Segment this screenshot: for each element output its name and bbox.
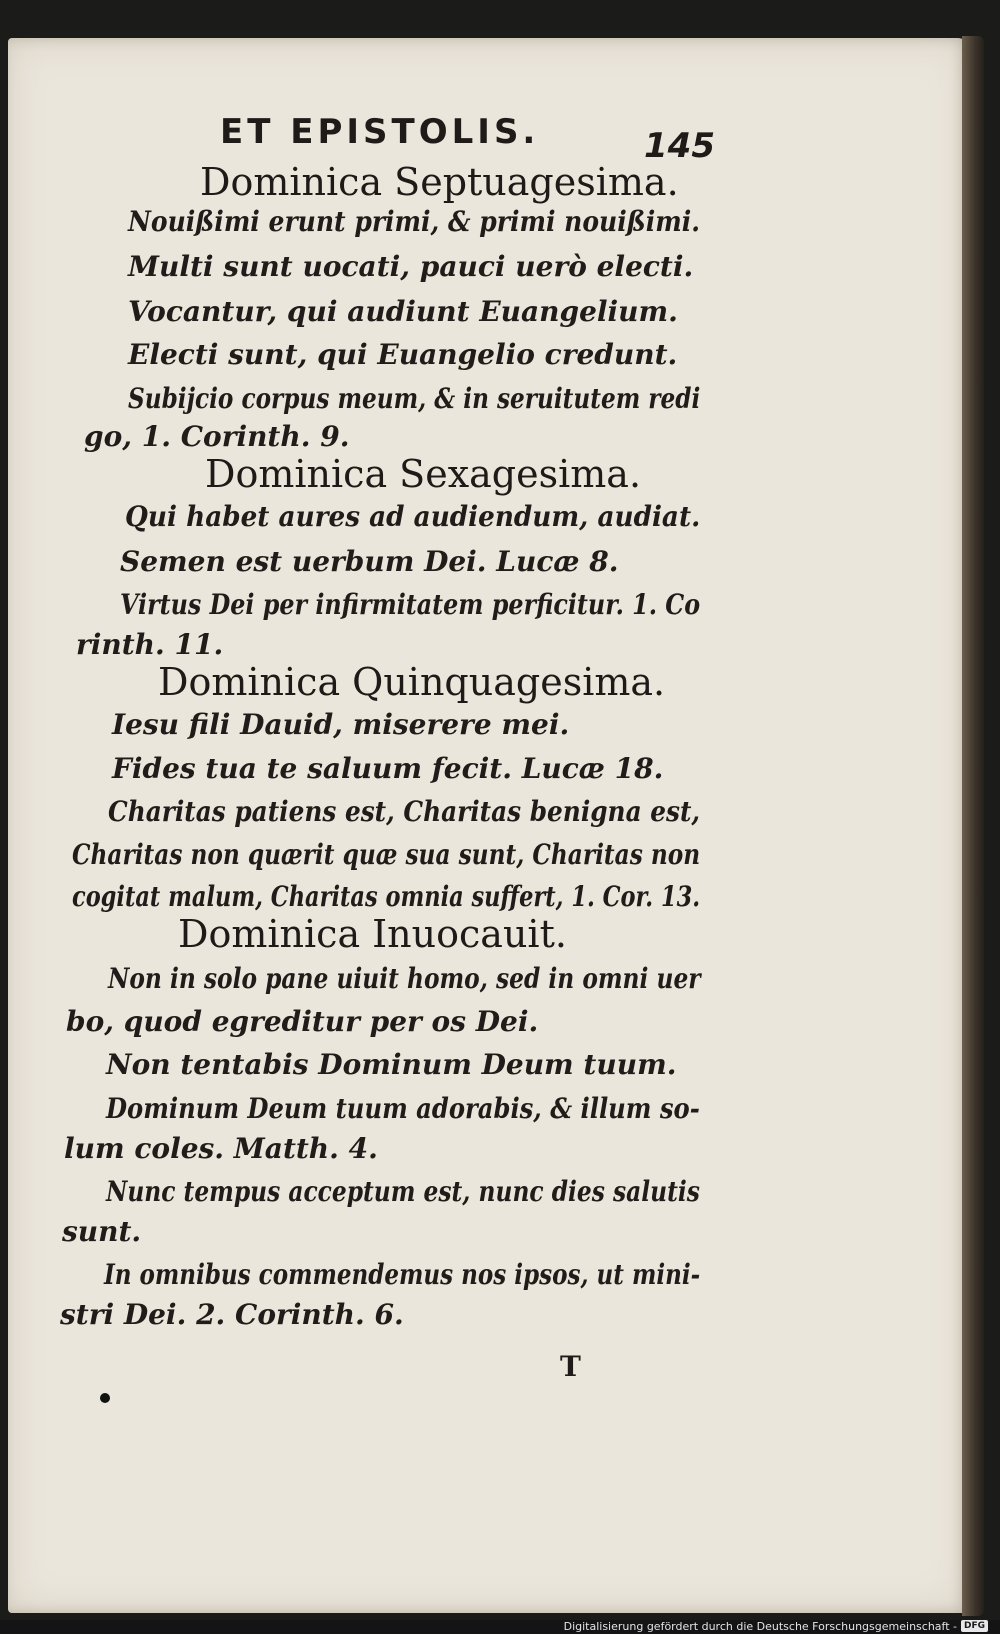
text-line: Non in solo pane uiuit homo, sed in omni uer	[108, 962, 701, 995]
book-spine	[962, 36, 984, 1616]
page-number: 145	[644, 126, 715, 166]
text-line: lum coles. Matth. 4.	[64, 1132, 378, 1165]
section-heading: Dominica Sexagesima.	[205, 452, 642, 496]
text-line: Multi sunt uocati, pauci uerò electi.	[128, 250, 694, 283]
page-header	[220, 112, 720, 166]
text-line: Charitas non quærit quæ sua sunt, Charitas non	[72, 838, 701, 871]
section-heading: Dominica Inuocauit.	[178, 912, 567, 956]
section-heading: Dominica Septuagesima.	[200, 160, 679, 204]
digitization-footer	[564, 1618, 988, 1634]
text-line: rinth. 11.	[76, 628, 224, 661]
text-line: sunt.	[62, 1215, 142, 1248]
ink-dot	[100, 1393, 110, 1403]
text-line: In omnibus commendemus nos ipsos, ut mini-	[104, 1258, 701, 1291]
text-line: Nunc tempus acceptum est, nunc dies salutis	[106, 1175, 700, 1208]
text-line: go, 1. Corinth. 9.	[84, 420, 350, 453]
text-line: Vocantur, qui audiunt Euangelium.	[128, 295, 678, 328]
text-line: Nouißimi erunt primi, & primi nouißimi.	[128, 205, 701, 238]
text-line: Charitas patiens est, Charitas benigna est,	[108, 795, 701, 828]
text-line: Dominum Deum tuum adorabis, & illum so-	[106, 1092, 700, 1125]
catchword: T	[560, 1350, 581, 1383]
text-line: Non tentabis Dominum Deum tuum.	[106, 1048, 677, 1081]
text-line: Subijcio corpus meum, & in seruitutem redi	[128, 382, 701, 415]
text-line: Electi sunt, qui Euangelio credunt.	[128, 338, 678, 371]
text-line: Fides tua te saluum fecit. Lucæ 18.	[112, 752, 664, 785]
dfg-logo-icon: DFG	[961, 1620, 988, 1632]
text-line: Virtus Dei per infirmitatem perficitur. 1. Co	[120, 588, 701, 621]
footer-text: Digitalisierung gefördert durch die Deutsche Forschungsgemeinschaft -	[563, 1619, 957, 1633]
text-line: bo, quod egreditur per os Dei.	[66, 1005, 539, 1038]
text-line: Semen est uerbum Dei. Lucæ 8.	[120, 545, 619, 578]
text-line: cogitat malum, Charitas omnia suffert, 1. Cor. 13.	[72, 880, 701, 913]
section-heading: Dominica Quinquagesima.	[158, 660, 666, 704]
text-line: stri Dei. 2. Corinth. 6.	[60, 1298, 404, 1331]
running-title: ET EPISTOLIS.	[220, 112, 540, 152]
text-line: Qui habet aures ad audiendum, audiat.	[125, 500, 701, 533]
text-line: Iesu fili Dauid, miserere mei.	[112, 708, 570, 741]
